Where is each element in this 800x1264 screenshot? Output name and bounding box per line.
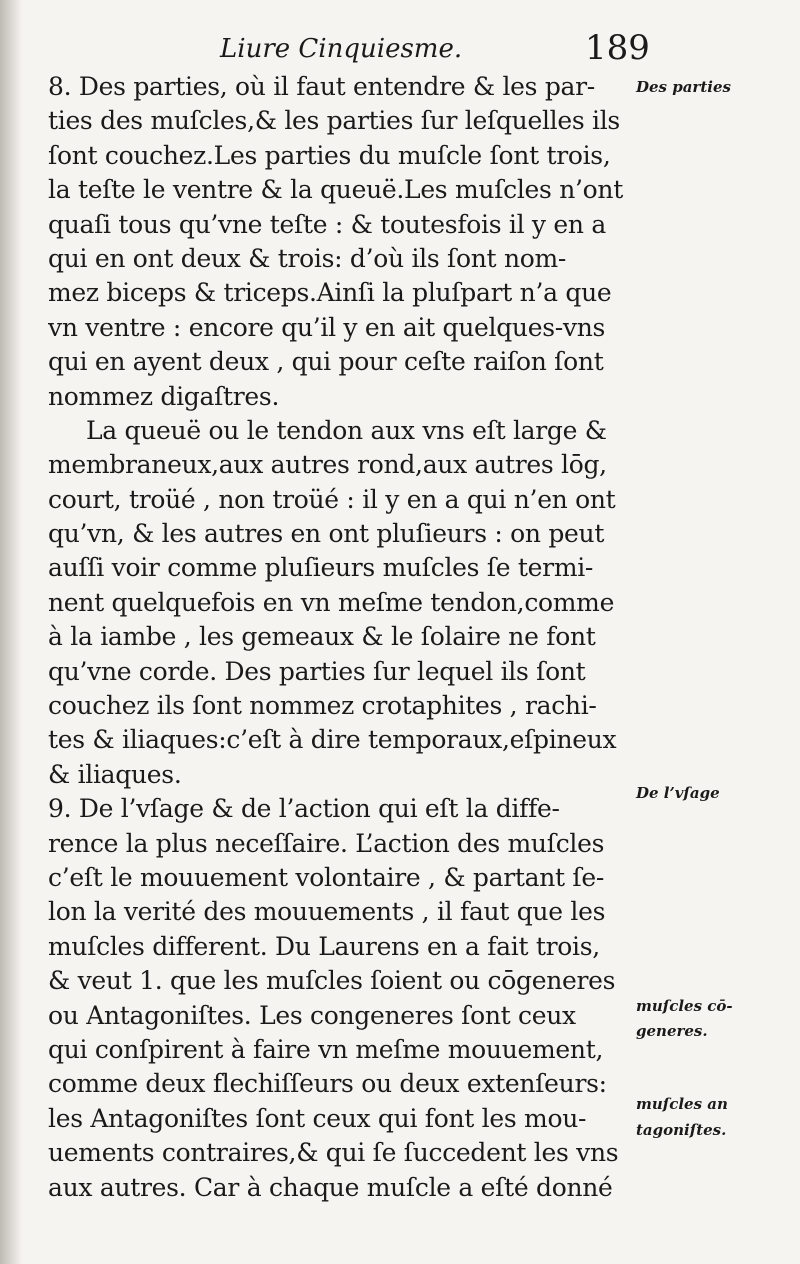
margin-note-de-lvsage: De l’vſage (636, 784, 720, 802)
text-line: & veut 1. que les muſcles ſoient ou cōgeneres (48, 966, 616, 996)
text-line: qui conſpirent à faire vn meſme mouuement, (48, 1034, 604, 1064)
text-line: aux autres. Car à chaque muſcle a eſté donné (48, 1172, 613, 1202)
text-line: 9. De l’vſage & de l’action qui eſt la diffe- (48, 794, 560, 824)
text-line: ties des muſcles,& les parties ſur leſquelles ils (48, 106, 620, 136)
text-line: mez biceps & triceps.Ainſi la pluſpart n’a que (48, 278, 612, 308)
text-line: vn ventre : encore qu’il y en ait quelques-vns (48, 312, 606, 342)
text-line: membraneux,aux autres rond,aux autres lōg, (48, 450, 607, 480)
margin-note-muscles-congeneres-2: generes. (636, 1022, 708, 1040)
text-line: quaſi tous qu’vne teſte : & toutesfois il y en a (48, 209, 606, 239)
text-line: auſſi voir comme pluſieurs muſcles ſe termi- (48, 553, 594, 583)
text-line: 8. Des parties, où il faut entendre & les par- (48, 72, 595, 101)
margin-note-muscles-antagonistes-1: muſcles an (636, 1095, 728, 1113)
margin-note-muscles-congeneres-1: muſcles cō- (636, 997, 733, 1015)
page-header (200, 28, 650, 70)
text-line: nent quelquefois en vn meſme tendon,comme (48, 587, 615, 617)
text-line: ou Antagoniſtes. Les congeneres ſont ceux (48, 1000, 576, 1030)
page-number: 189 (585, 28, 650, 68)
text-line: lon la verité des mouuements , il faut que les (48, 897, 606, 927)
text-line: uements contraires,& qui ſe ſuccedent les vns (48, 1138, 619, 1168)
text-line: tes & iliaques:c’eſt à dire temporaux,eſpineux (48, 725, 617, 755)
text-line: nommez digaſtres. (48, 381, 280, 411)
text-line: ſont couchez.Les parties du muſcle ſont trois, (48, 140, 611, 170)
text-line: rence la plus neceſſaire. L’action des muſcles (48, 828, 605, 858)
text-line: couchez ils ſont nommez crotaphites , rachi- (48, 691, 597, 721)
text-line: & iliaques. (48, 759, 182, 789)
margin-notes (636, 0, 800, 1264)
margin-note-muscles-antagonistes-2: tagoniſtes. (636, 1121, 727, 1139)
text-line: la teſte le ventre & la queuë.Les muſcles n’ont (48, 175, 623, 205)
running-title: Liure Cinquiesme. (220, 34, 463, 64)
text-line: à la iambe , les gemeaux & le ſolaire ne font (48, 622, 596, 652)
text-line: qui en ayent deux , qui pour ceſte raiſon ſont (48, 347, 604, 377)
text-line: court, troüé , non troüé : il y en a qui n’en ont (48, 484, 616, 514)
text-line: La queuë ou le tendon aux vns eſt large & (86, 415, 607, 445)
text-line: comme deux flechiſſeurs ou deux extenſeurs: (48, 1069, 607, 1099)
text-line: les Antagoniſtes ſont ceux qui font les mou- (48, 1103, 587, 1133)
page-gutter-shadow (0, 0, 22, 1264)
text-line: qu’vne corde. Des parties ſur lequel ils ſont (48, 656, 586, 686)
margin-note-des-parties: Des parties (636, 78, 731, 96)
main-text-block (48, 70, 638, 1205)
text-line: c’eſt le mouuement volontaire , & partant ſe- (48, 862, 605, 892)
text-line: qui en ont deux & trois: d’où ils ſont nom- (48, 243, 567, 273)
text-line: muſcles different. Du Laurens en a fait trois, (48, 931, 600, 961)
text-line: qu’vn, & les autres en ont pluſieurs : on peut (48, 519, 605, 549)
